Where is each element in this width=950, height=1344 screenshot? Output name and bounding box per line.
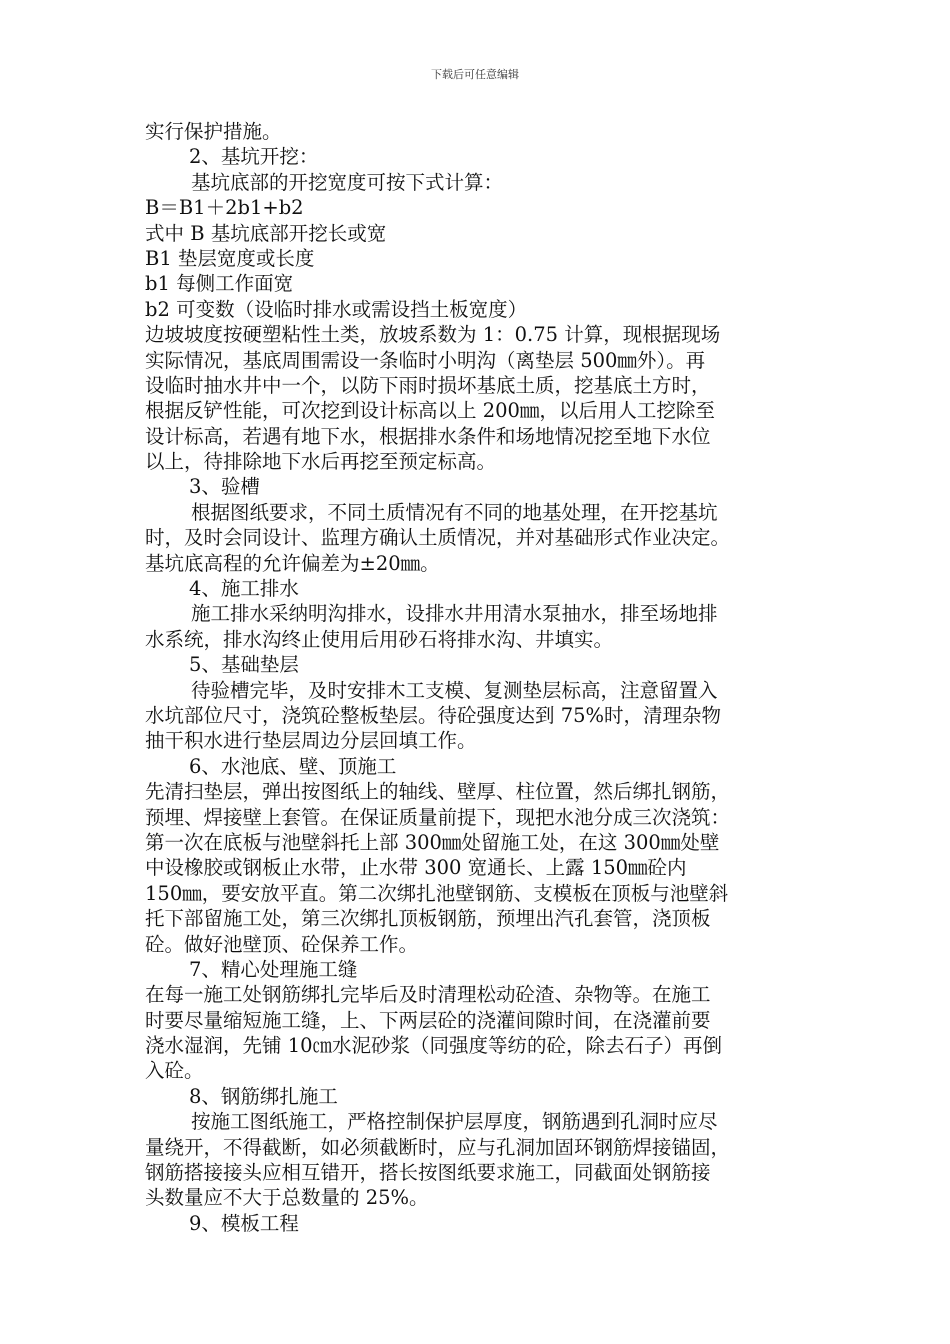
document-body xyxy=(145,119,820,1236)
text-line: 在每一施工处钢筋绑扎完毕后及时清理松动砼渣、杂物等。在施工 xyxy=(145,983,711,1007)
text-line: 以上，待排除地下水后再挖至预定标高。 xyxy=(145,450,497,474)
text-line: 时要尽量缩短施工缝，上、下两层砼的浇灌间隙时间，在浇灌前要 xyxy=(145,1008,711,1032)
text-line: 入砼。 xyxy=(145,1059,204,1083)
text-line: 第一次在底板与池壁斜托上部 300㎜处留施工处，在这 300㎜处壁 xyxy=(145,830,720,854)
text-line: 150㎜，要安放平直。第二次绑扎池壁钢筋、支模板在顶板与池壁斜 xyxy=(145,881,729,905)
text-line: 时，及时会同设计、监理方确认土质情况，并对基础形式作业决定。 xyxy=(145,526,731,550)
text-line: 头数量应不大于总数量的 25%。 xyxy=(145,1186,429,1210)
text-line: 实行保护措施。 xyxy=(145,120,282,143)
text-line: 按施工图纸施工，严格控制保护层厚度，钢筋遇到孔洞时应尽 xyxy=(191,1110,718,1134)
text-line: 基坑底高程的允许偏差为±20㎜。 xyxy=(145,551,440,575)
text-line: 施工排水采纳明沟排水，设排水井用清水泵抽水，排至场地排 xyxy=(191,602,718,626)
text-line: B1 垫层宽度或长度 xyxy=(145,246,315,270)
text-line: 抽干积水进行垫层周边分层回填工作。 xyxy=(145,729,477,753)
text-line: 先清扫垫层，弹出按图纸上的轴线、壁厚、柱位置，然后绑扎钢筋， xyxy=(145,780,731,804)
text-line: 基坑底部的开挖宽度可按下式计算： xyxy=(191,170,504,194)
section-heading: 9、模板工程 xyxy=(189,1211,299,1235)
text-line: 边坡坡度按硬塑粘性土类，放坡系数为 1：0.75 计算，现根据现场 xyxy=(145,323,721,347)
text-line: 设计标高，若遇有地下水，根据排水条件和场地情况挖至地下水位 xyxy=(145,424,711,448)
text-line: 预埋、焊接壁上套管。在保证质量前提下，现把水池分成三次浇筑： xyxy=(145,805,731,829)
text-line: 砼。做好池壁顶、砼保养工作。 xyxy=(145,932,419,956)
text-line: 钢筋搭接接头应相互错开，搭长按图纸要求施工，同截面处钢筋接 xyxy=(145,1161,711,1185)
section-heading: 6、水池底、壁、顶施工 xyxy=(189,754,397,778)
text-line: 水坑部位尺寸，浇筑砼整板垫层。待砼强度达到 75%时，清理杂物 xyxy=(145,703,722,727)
text-line: 浇水湿润，先铺 10㎝水泥砂浆（同强度等纺的砼，除去石子）再倒 xyxy=(145,1034,723,1058)
section-heading: 4、施工排水 xyxy=(189,577,299,601)
section-heading: 7、精心处理施工缝 xyxy=(189,957,358,981)
section-heading: 5、基础垫层 xyxy=(189,653,299,677)
text-line: B＝B1＋2b1+b2 xyxy=(145,196,304,220)
text-line: 中设橡胶或钢板止水带，止水带 300 宽通长、上露 150㎜砼内 xyxy=(145,856,687,880)
text-line: 量绕开，不得截断，如必须截断时，应与孔洞加固环钢筋焊接锚固， xyxy=(145,1135,731,1159)
text-line: 式中 B 基坑底部开挖长或宽 xyxy=(145,221,387,245)
text-line: 实际情况，基底周围需设一条临时小明沟（离垫层 500㎜外）。再 xyxy=(145,348,706,372)
text-line: 待验槽完毕，及时安排木工支模、复测垫层标高，注意留置入 xyxy=(191,678,718,702)
page-header: 下载后可任意编辑 xyxy=(431,68,519,81)
text-line: 托下部留施工处，第三次绑扎顶板钢筋，预埋出汽孔套管，浇顶板 xyxy=(145,907,711,931)
text-line: 根据反铲性能，可次挖到设计标高以上 200㎜，以后用人工挖除至 xyxy=(145,399,715,423)
section-heading: 3、验槽 xyxy=(189,475,260,499)
text-line: 根据图纸要求，不同土质情况有不同的地基处理，在开挖基坑 xyxy=(191,500,718,524)
text-line: b2 可变数（设临时排水或需设挡土板宽度） xyxy=(145,297,528,321)
text-line: 设临时抽水井中一个，以防下雨时损坏基底土质，挖基底土方时， xyxy=(145,373,711,397)
text-line: b1 每侧工作面宽 xyxy=(145,272,294,296)
section-heading: 2、基坑开挖： xyxy=(189,145,319,169)
text-line: 水系统，排水沟终止使用后用砂石将排水沟、井填实。 xyxy=(145,627,614,651)
section-heading: 8、钢筋绑扎施工 xyxy=(189,1084,338,1108)
